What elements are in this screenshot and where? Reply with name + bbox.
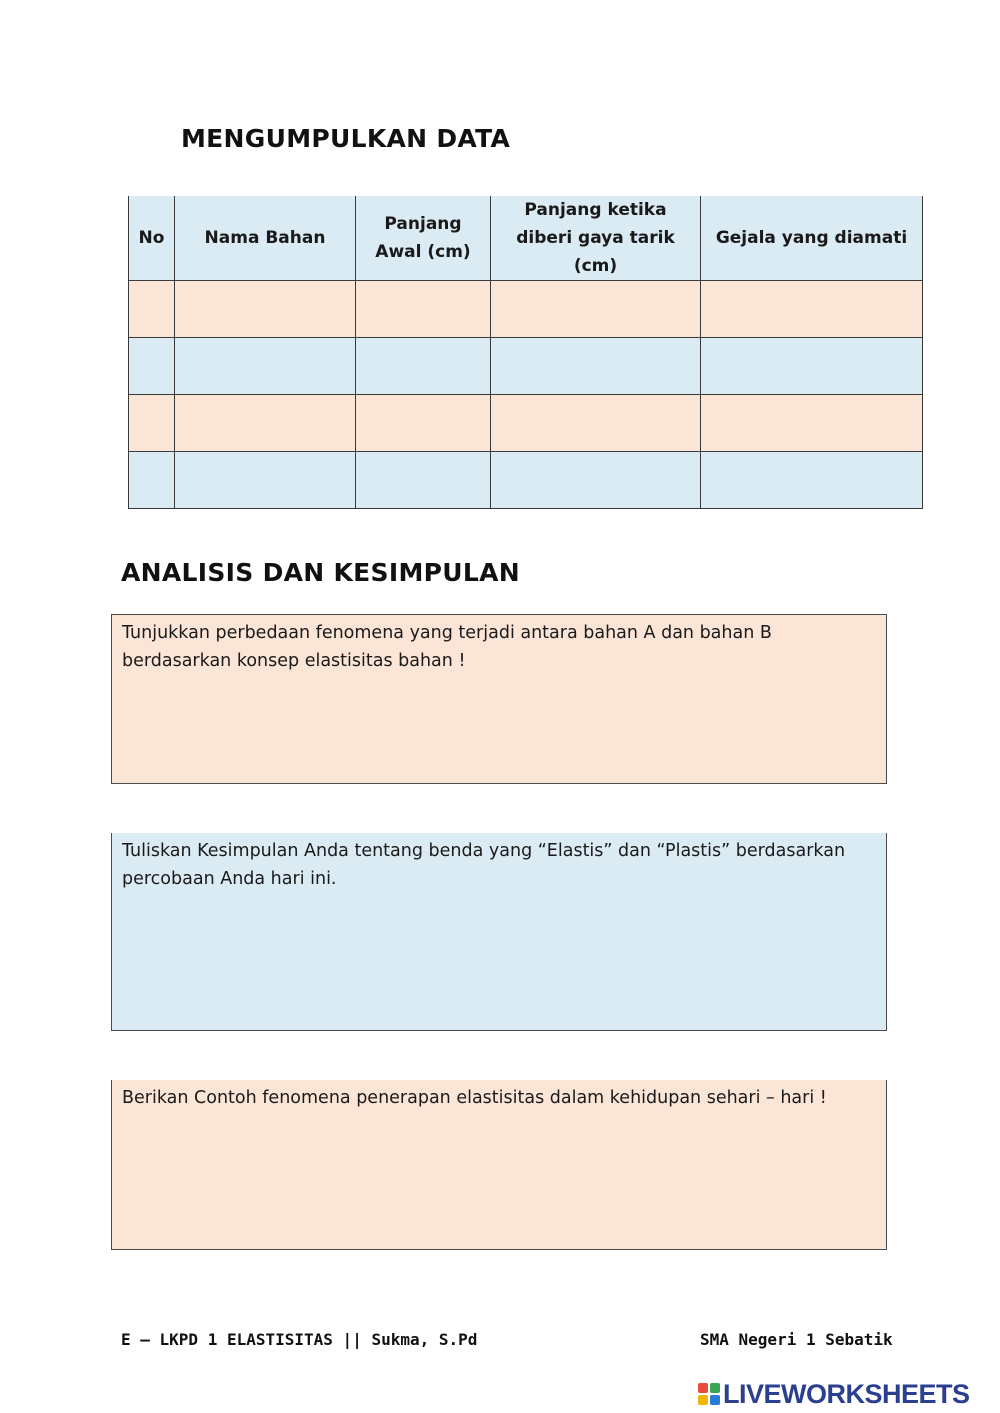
cell-input[interactable] — [356, 338, 491, 395]
table-row — [129, 395, 923, 452]
header-no: No — [129, 196, 175, 281]
cell-input[interactable] — [701, 452, 923, 509]
cell-input[interactable] — [129, 395, 175, 452]
header-nama-bahan: Nama Bahan — [175, 196, 356, 281]
answer-box-difference[interactable] — [111, 614, 887, 784]
answer-box-conclusion[interactable] — [111, 833, 887, 1031]
header-gejala: Gejala yang diamati — [701, 196, 923, 281]
cell-input[interactable] — [175, 281, 356, 338]
footer-school: SMA Negeri 1 Sebatik — [700, 1330, 893, 1349]
table-header-row — [129, 196, 923, 281]
cell-input[interactable] — [356, 281, 491, 338]
header-panjang-awal: Panjang Awal (cm) — [356, 196, 491, 281]
footer-document-id: E – LKPD 1 ELASTISITAS || Sukma, S.Pd — [121, 1330, 478, 1349]
cell-input[interactable] — [129, 338, 175, 395]
cell-input[interactable] — [356, 452, 491, 509]
cell-input[interactable] — [491, 281, 701, 338]
cell-input[interactable] — [701, 281, 923, 338]
cell-input[interactable] — [701, 395, 923, 452]
cell-input[interactable] — [491, 338, 701, 395]
cell-input[interactable] — [356, 395, 491, 452]
section-title-data: MENGUMPULKAN DATA — [181, 124, 511, 153]
header-panjang-tarik: Panjang ketika diberi gaya tarik (cm) — [491, 196, 701, 281]
cell-input[interactable] — [129, 452, 175, 509]
cell-input[interactable] — [491, 395, 701, 452]
cell-input[interactable] — [491, 452, 701, 509]
answer-box-example[interactable] — [111, 1080, 887, 1250]
question-text: Berikan Contoh fenomena penerapan elastisitas dalam kehidupan sehari – hari ! — [122, 1088, 827, 1108]
data-table — [128, 196, 923, 509]
liveworksheets-brand[interactable] — [698, 1379, 970, 1409]
cell-input[interactable] — [701, 338, 923, 395]
table-row — [129, 338, 923, 395]
question-text: Tuliskan Kesimpulan Anda tentang benda yang “Elastis” dan “Plastis” berdasarkan percobaan Anda hari ini. — [122, 841, 846, 889]
section-title-analysis: ANALISIS DAN KESIMPULAN — [121, 558, 520, 587]
cell-input[interactable] — [175, 338, 356, 395]
question-text: Tunjukkan perbedaan fenomena yang terjadi antara bahan A dan bahan B berdasarkan konsep elastisitas bahan ! — [122, 623, 772, 671]
table-row — [129, 452, 923, 509]
cell-input[interactable] — [175, 395, 356, 452]
liveworksheets-logo-icon — [698, 1383, 720, 1405]
table-row — [129, 281, 923, 338]
cell-input[interactable] — [175, 452, 356, 509]
brand-text: LIVEWORKSHEETS — [723, 1378, 970, 1409]
cell-input[interactable] — [129, 281, 175, 338]
